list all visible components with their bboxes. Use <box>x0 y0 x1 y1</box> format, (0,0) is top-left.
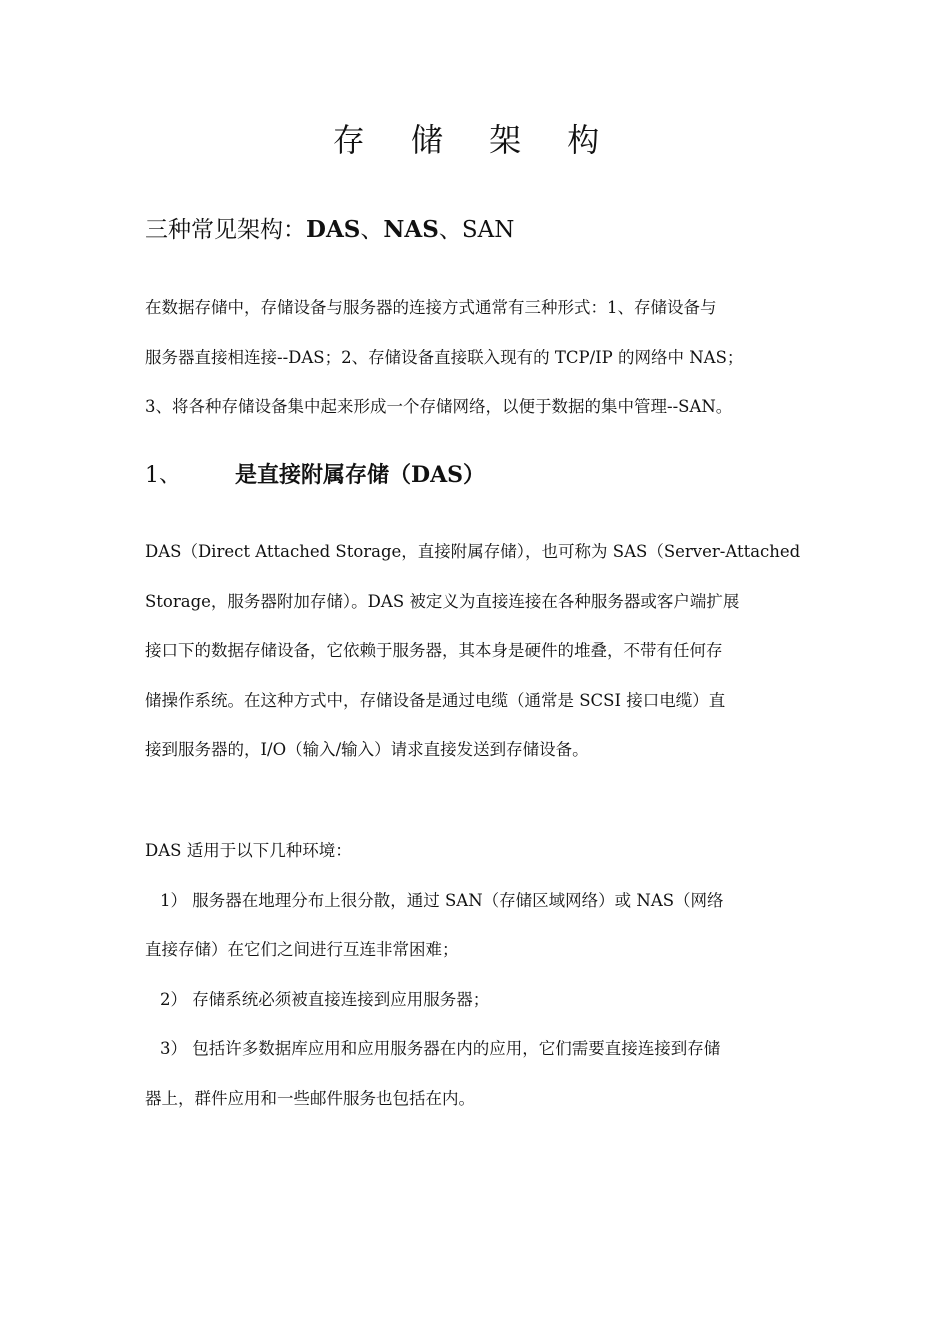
subtitle-sep-1: 、 <box>360 217 384 243</box>
intro-line: 3、将各种存储设备集中起来形成一个存储网络，以便于数据的集中管理--SAN。 <box>145 397 733 416</box>
list-item-continuation: 器上，群件应用和一些邮件服务也包括在内。 <box>145 1088 475 1108</box>
das-description-line: 接口下的数据存储设备，它依赖于服务器，其本身是硬件的堆叠，不带有任何存 <box>145 641 723 660</box>
subtitle-das: DAS <box>306 216 361 243</box>
list-item: 1） 服务器在地理分布上很分散，通过 SAN（存储区域网络）或 NAS（网络 <box>160 890 724 910</box>
das-description-line: 接到服务器的，I/O（输入/输入）请求直接发送到存储设备。 <box>145 740 589 759</box>
list-item: 3） 包括许多数据库应用和应用服务器在内的应用，它们需要直接连接到存储 <box>160 1039 721 1058</box>
subtitle <box>145 213 514 247</box>
das-environments-list <box>145 826 815 1123</box>
das-description-paragraph <box>145 527 815 775</box>
subtitle-san: SAN <box>461 217 515 243</box>
section-number: 1、 <box>145 463 181 488</box>
intro-line: 服务器直接相连接--DAS；2、存储设备直接联入现有的 TCP/IP 的网络中 NAS； <box>145 347 744 367</box>
subtitle-sep-2: 、 <box>438 217 462 243</box>
list-item: 2） 存储系统必须被直接连接到应用服务器； <box>160 989 490 1009</box>
subtitle-prefix: 三种常见架构： <box>145 217 306 243</box>
intro-line: 在数据存储中，存储设备与服务器的连接方式通常有三种形式：1、存储设备与 <box>145 298 717 317</box>
das-description-line: 储操作系统。在这种方式中，存储设备是通过电缆（通常是 SCSI 接口电缆）直 <box>145 690 726 710</box>
subtitle-nas: NAS <box>383 216 439 243</box>
section-heading-das <box>145 457 485 494</box>
das-description-line: DAS（Direct Attached Storage，直接附属存储），也可称为 SAS（Server-Attached <box>145 542 801 561</box>
intro-paragraph <box>145 283 815 432</box>
section-heading-text: 是直接附属存储（DAS） <box>235 462 486 488</box>
page-title: 存 储 架 构 <box>332 121 618 159</box>
list-item-continuation: 直接存储）在它们之间进行互连非常困难； <box>145 940 459 959</box>
das-description-line: Storage，服务器附加存储）。DAS 被定义为直接连接在各种服务器或客户端扩展 <box>145 591 740 611</box>
das-environments-intro: DAS 适用于以下几种环境： <box>145 841 352 860</box>
